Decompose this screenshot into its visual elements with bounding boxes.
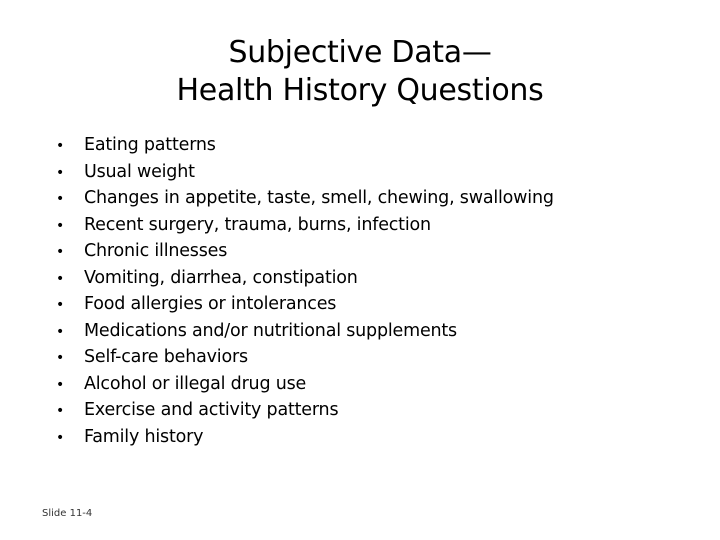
- bullet-text: Exercise and activity patterns: [84, 400, 339, 420]
- bullet-icon: •: [56, 323, 65, 340]
- list-item: [56, 424, 696, 451]
- bullet-icon: •: [56, 270, 65, 287]
- list-item: [56, 397, 696, 424]
- slide-title: [0, 34, 720, 110]
- bullet-text: Vomiting, diarrhea, constipation: [84, 267, 358, 288]
- bullet-text: Eating patterns: [84, 135, 216, 155]
- list-item: [56, 318, 696, 345]
- list-item: [56, 159, 696, 186]
- title-line-2: Health History Questions: [176, 73, 544, 108]
- bullet-text: Recent surgery, trauma, burns, infection: [84, 214, 431, 235]
- list-item: [56, 212, 696, 239]
- bullet-text: Usual weight: [84, 161, 195, 182]
- bullet-text: Chronic illnesses: [84, 241, 228, 261]
- bullet-icon: •: [56, 138, 65, 154]
- bullet-icon: •: [56, 217, 65, 234]
- title-line-1: Subjective Data—: [228, 35, 492, 70]
- bullet-text: Self-care behaviors: [84, 347, 248, 367]
- bullet-icon: •: [56, 403, 65, 419]
- list-item: [56, 238, 696, 265]
- bullet-text: Medications and/or nutritional supplements: [84, 320, 457, 341]
- bullet-icon: •: [56, 164, 65, 181]
- list-item: [56, 291, 696, 318]
- list-item: [56, 265, 696, 292]
- bullet-list: [56, 132, 696, 450]
- bullet-icon: •: [56, 350, 65, 366]
- bullet-icon: •: [56, 376, 65, 393]
- list-item: [56, 344, 696, 371]
- bullet-text: Food allergies or intolerances: [84, 294, 337, 314]
- list-item: [56, 185, 696, 212]
- bullet-icon: •: [56, 191, 65, 207]
- bullet-icon: •: [56, 297, 65, 313]
- bullet-icon: •: [56, 429, 65, 446]
- bullet-text: Family history: [84, 426, 204, 447]
- bullet-text: Changes in appetite, taste, smell, chewing, swallowing: [84, 188, 554, 208]
- slide-number: Slide 11-4: [42, 508, 93, 519]
- bullet-icon: •: [56, 244, 65, 260]
- list-item: [56, 371, 696, 398]
- bullet-text: Alcohol or illegal drug use: [84, 373, 307, 394]
- list-item: [56, 132, 696, 159]
